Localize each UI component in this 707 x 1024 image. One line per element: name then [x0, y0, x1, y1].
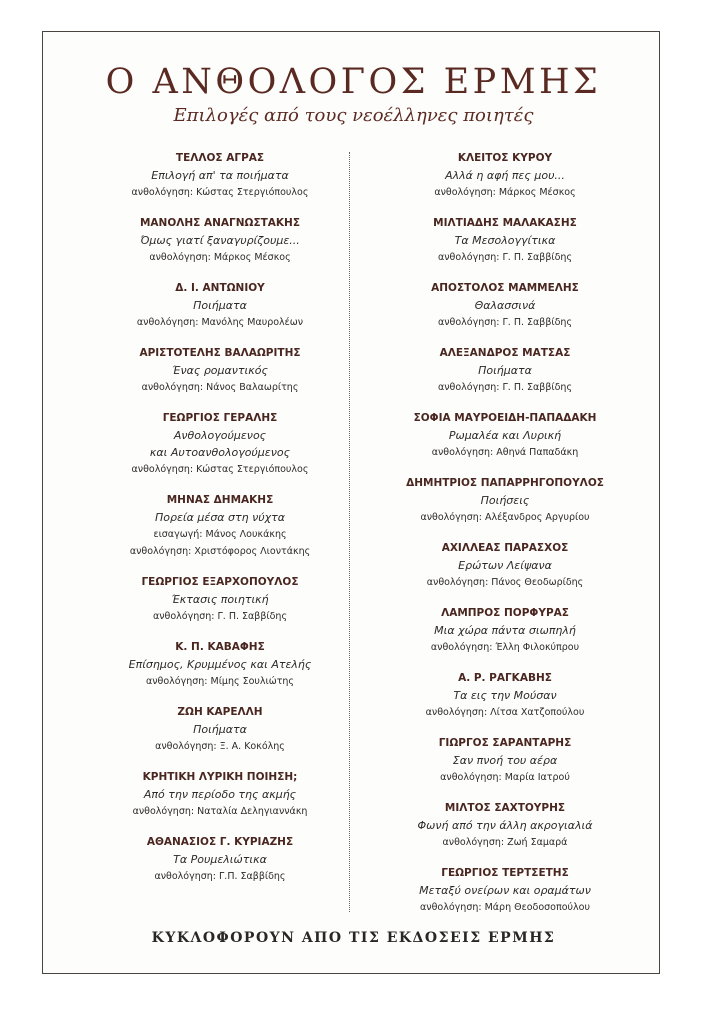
editor-credit: ανθολόγηση: Γ. Π. Σαββίδης: [437, 382, 573, 393]
book-title: Ποιήματα: [193, 723, 247, 736]
author-name: ΓΙΩΡΓΟΣ ΣΑΡΑΝΤΑΡΗΣ: [438, 737, 572, 749]
book-title: Πορεία μέσα στη νύχτα: [154, 511, 286, 524]
editor-credit: ανθολόγηση: Έλλη Φιλοκύπρου: [430, 642, 580, 653]
author-name: ΜΑΝΟΛΗΣ ΑΝΑΓΝΩΣΤΑΚΗΣ: [139, 217, 301, 229]
book-title: Ανθολογούμενος: [173, 429, 267, 442]
author-name: Κ. Π. ΚΑΒΑΦΗΣ: [175, 641, 265, 653]
book-entry: [355, 475, 655, 526]
book-title: Επιλογή απ' τα ποιήματα: [151, 169, 289, 182]
editor-credit: ανθολόγηση: Μάρκος Μέσκος: [149, 252, 291, 263]
book-entry: [355, 605, 655, 656]
author-name: Α. Ρ. ΡΑΓΚΑΒΗΣ: [458, 672, 552, 684]
book-title: Τα εις την Μούσαν: [453, 689, 557, 702]
editor-credit: ανθολόγηση: Νάνος Βαλαωρίτης: [141, 382, 299, 393]
book-entry: [85, 410, 355, 478]
column-divider: [349, 152, 350, 912]
author-name: ΛΑΜΠΡΟΣ ΠΟΡΦΥΡΑΣ: [441, 607, 569, 619]
book-title: Επίσημος, Κρυμμένος και Ατελής: [128, 658, 312, 671]
book-entry: [355, 280, 655, 331]
book-title: Όμως γιατί ξαναγυρίζουμε...: [140, 234, 300, 247]
book-entry: [355, 800, 655, 851]
page-subtitle: Επιλογές από τους νεοέλληνες ποιητές: [173, 105, 534, 126]
author-name: ΚΛΕΙΤΟΣ ΚΥΡΟΥ: [457, 152, 553, 164]
editor-credit: ανθολόγηση: Κώστας Στεργιόπουλος: [131, 464, 309, 475]
book-title: Φωνή από την άλλη ακρογιαλιά: [417, 819, 593, 832]
page-title: Ο ΑΝΘΟΛΟΓΟΣ ΕΡΜΗΣ: [105, 62, 602, 102]
book-title: Ερώτων Λείψανα: [458, 559, 552, 572]
book-title: Ποιήματα: [478, 364, 532, 377]
editor-credit: ανθολόγηση: Μάρη Θεοδοσοπούλου: [420, 902, 590, 913]
author-name: ΑΛΕΞΑΝΔΡΟΣ ΜΑΤΣΑΣ: [439, 347, 571, 359]
book-entry: [85, 345, 355, 396]
editor-credit: ανθολόγηση: Χριστόφορος Λιοντάκης: [129, 546, 311, 557]
book-title: Ποιήσεις: [480, 494, 530, 507]
editor-credit: ανθολόγηση: Γ.Π. Σαββίδης: [154, 871, 286, 882]
book-entry: [85, 280, 355, 331]
left-column: [85, 150, 355, 899]
editor-credit: ανθολόγηση: Ζωή Σαμαρά: [442, 837, 568, 848]
editor-credit: εισαγωγή: Μάνος Λουκάκης: [153, 529, 287, 540]
book-entry: [85, 704, 355, 755]
book-entry: [355, 670, 655, 721]
author-name: ΓΕΩΡΓΙΟΣ ΕΞΑΡΧΟΠΟΥΛΟΣ: [141, 576, 299, 588]
book-title: Τα Μεσολογγίτικα: [454, 234, 556, 247]
author-name: ΤΕΛΛΟΣ ΑΓΡΑΣ: [175, 152, 265, 164]
author-name: ΓΕΩΡΓΙΟΣ ΤΕΡΤΣΕΤΗΣ: [441, 867, 569, 879]
book-entry: [85, 574, 355, 625]
author-name: ΚΡΗΤΙΚΗ ΛΥΡΙΚΗ ΠΟΙΗΣΗ;: [142, 771, 298, 783]
book-title: Τα Ρουμελιώτικα: [173, 853, 267, 866]
book-entry: [85, 492, 355, 560]
author-name: ΓΕΩΡΓΙΟΣ ΓΕΡΑΛΗΣ: [162, 412, 278, 424]
author-name: ΜΗΝΑΣ ΔΗΜΑΚΗΣ: [166, 494, 274, 506]
author-name: ΑΡΙΣΤΟΤΕΛΗΣ ΒΑΛΑΩΡΙΤΗΣ: [139, 347, 301, 359]
editor-credit: ανθολόγηση: Κώστας Στεργιόπουλος: [131, 187, 309, 198]
author-name: ΖΩΗ ΚΑΡΕΛΛΗ: [177, 706, 263, 718]
editor-credit: ανθολόγηση: Αθηνά Παπαδάκη: [431, 447, 579, 458]
editor-credit: ανθολόγηση: Γ. Π. Σαββίδης: [152, 611, 288, 622]
book-entry: [355, 150, 655, 201]
book-entry: [355, 410, 655, 461]
book-title: Μια χώρα πάντα σιωπηλή: [434, 624, 576, 637]
book-title: Μεταξύ ονείρων και οραμάτων: [419, 884, 591, 897]
book-title: Έκτασις ποιητική: [171, 593, 269, 606]
book-title: Αλλά η αφή πες μου...: [445, 169, 565, 182]
book-entry: [355, 345, 655, 396]
editor-credit: ανθολόγηση: Μάρκος Μέσκος: [434, 187, 576, 198]
publisher-footer: ΚΥΚΛΟΦΟΡΟΥΝ ΑΠΟ ΤΙΣ ΕΚΔΟΣΕΙΣ ΕΡΜΗΣ: [151, 930, 556, 946]
book-title: Ρωμαλέα και Λυρική: [448, 429, 562, 442]
editor-credit: ανθολόγηση: Γ. Π. Σαββίδης: [437, 317, 573, 328]
editor-credit: ανθολόγηση: Γ. Π. Σαββίδης: [437, 252, 573, 263]
editor-credit: ανθολόγηση: Μαρία Ιατρού: [440, 772, 570, 783]
book-entry: [355, 215, 655, 266]
author-name: ΣΟΦΙΑ ΜΑΥΡΟΕΙΔΗ-ΠΑΠΑΔΑΚΗ: [413, 412, 597, 424]
author-name: ΜΙΛΤΙΑΔΗΣ ΜΑΛΑΚΑΣΗΣ: [433, 217, 577, 229]
book-entry: [85, 769, 355, 820]
editor-credit: ανθολόγηση: Μανόλης Μαυρολέων: [136, 317, 304, 328]
author-name: ΑΠΟΣΤΟΛΟΣ ΜΑΜΜΕΛΗΣ: [431, 282, 579, 294]
editor-credit: ανθολόγηση: Λίτσα Χατζοπούλου: [425, 707, 585, 718]
right-column: [355, 150, 655, 930]
author-name: Δ. Ι. ΑΝΤΩΝΙΟΥ: [175, 282, 265, 294]
editor-credit: ανθολόγηση: Μίμης Σουλιώτης: [145, 676, 295, 687]
book-entry: [85, 834, 355, 885]
editor-credit: ανθολόγηση: Ξ. Α. Κοκόλης: [155, 741, 285, 752]
author-name: ΜΙΛΤΟΣ ΣΑΧΤΟΥΡΗΣ: [444, 802, 566, 814]
editor-credit: ανθολόγηση: Ναταλία Δεληγιαννάκη: [132, 806, 308, 817]
author-name: ΑΧΙΛΛΕΑΣ ΠΑΡΑΣΧΟΣ: [441, 542, 569, 554]
book-entry: [85, 215, 355, 266]
editor-credit: ανθολόγηση: Πάνος Θεοδωρίδης: [426, 577, 584, 588]
book-entry: [85, 150, 355, 201]
book-title: και Αυτοανθολογούμενος: [149, 446, 291, 459]
book-title: Ένας ρομαντικός: [172, 364, 268, 377]
book-title: Θαλασσινά: [474, 299, 536, 312]
editor-credit: ανθολόγηση: Αλέξανδρος Αργυρίου: [420, 512, 590, 523]
author-name: ΑΘΑΝΑΣΙΟΣ Γ. ΚΥΡΙΑΖΗΣ: [146, 836, 294, 848]
book-title: Από την περίοδο της ακμής: [143, 788, 297, 801]
book-title: Ποιήματα: [193, 299, 247, 312]
author-name: ΔΗΜΗΤΡΙΟΣ ΠΑΠΑΡΡΗΓΟΠΟΥΛΟΣ: [406, 477, 604, 489]
book-entry: [355, 735, 655, 786]
book-entry: [85, 639, 355, 690]
book-entry: [355, 865, 655, 916]
book-entry: [355, 540, 655, 591]
book-title: Σαν πνοή του αέρα: [452, 754, 558, 767]
